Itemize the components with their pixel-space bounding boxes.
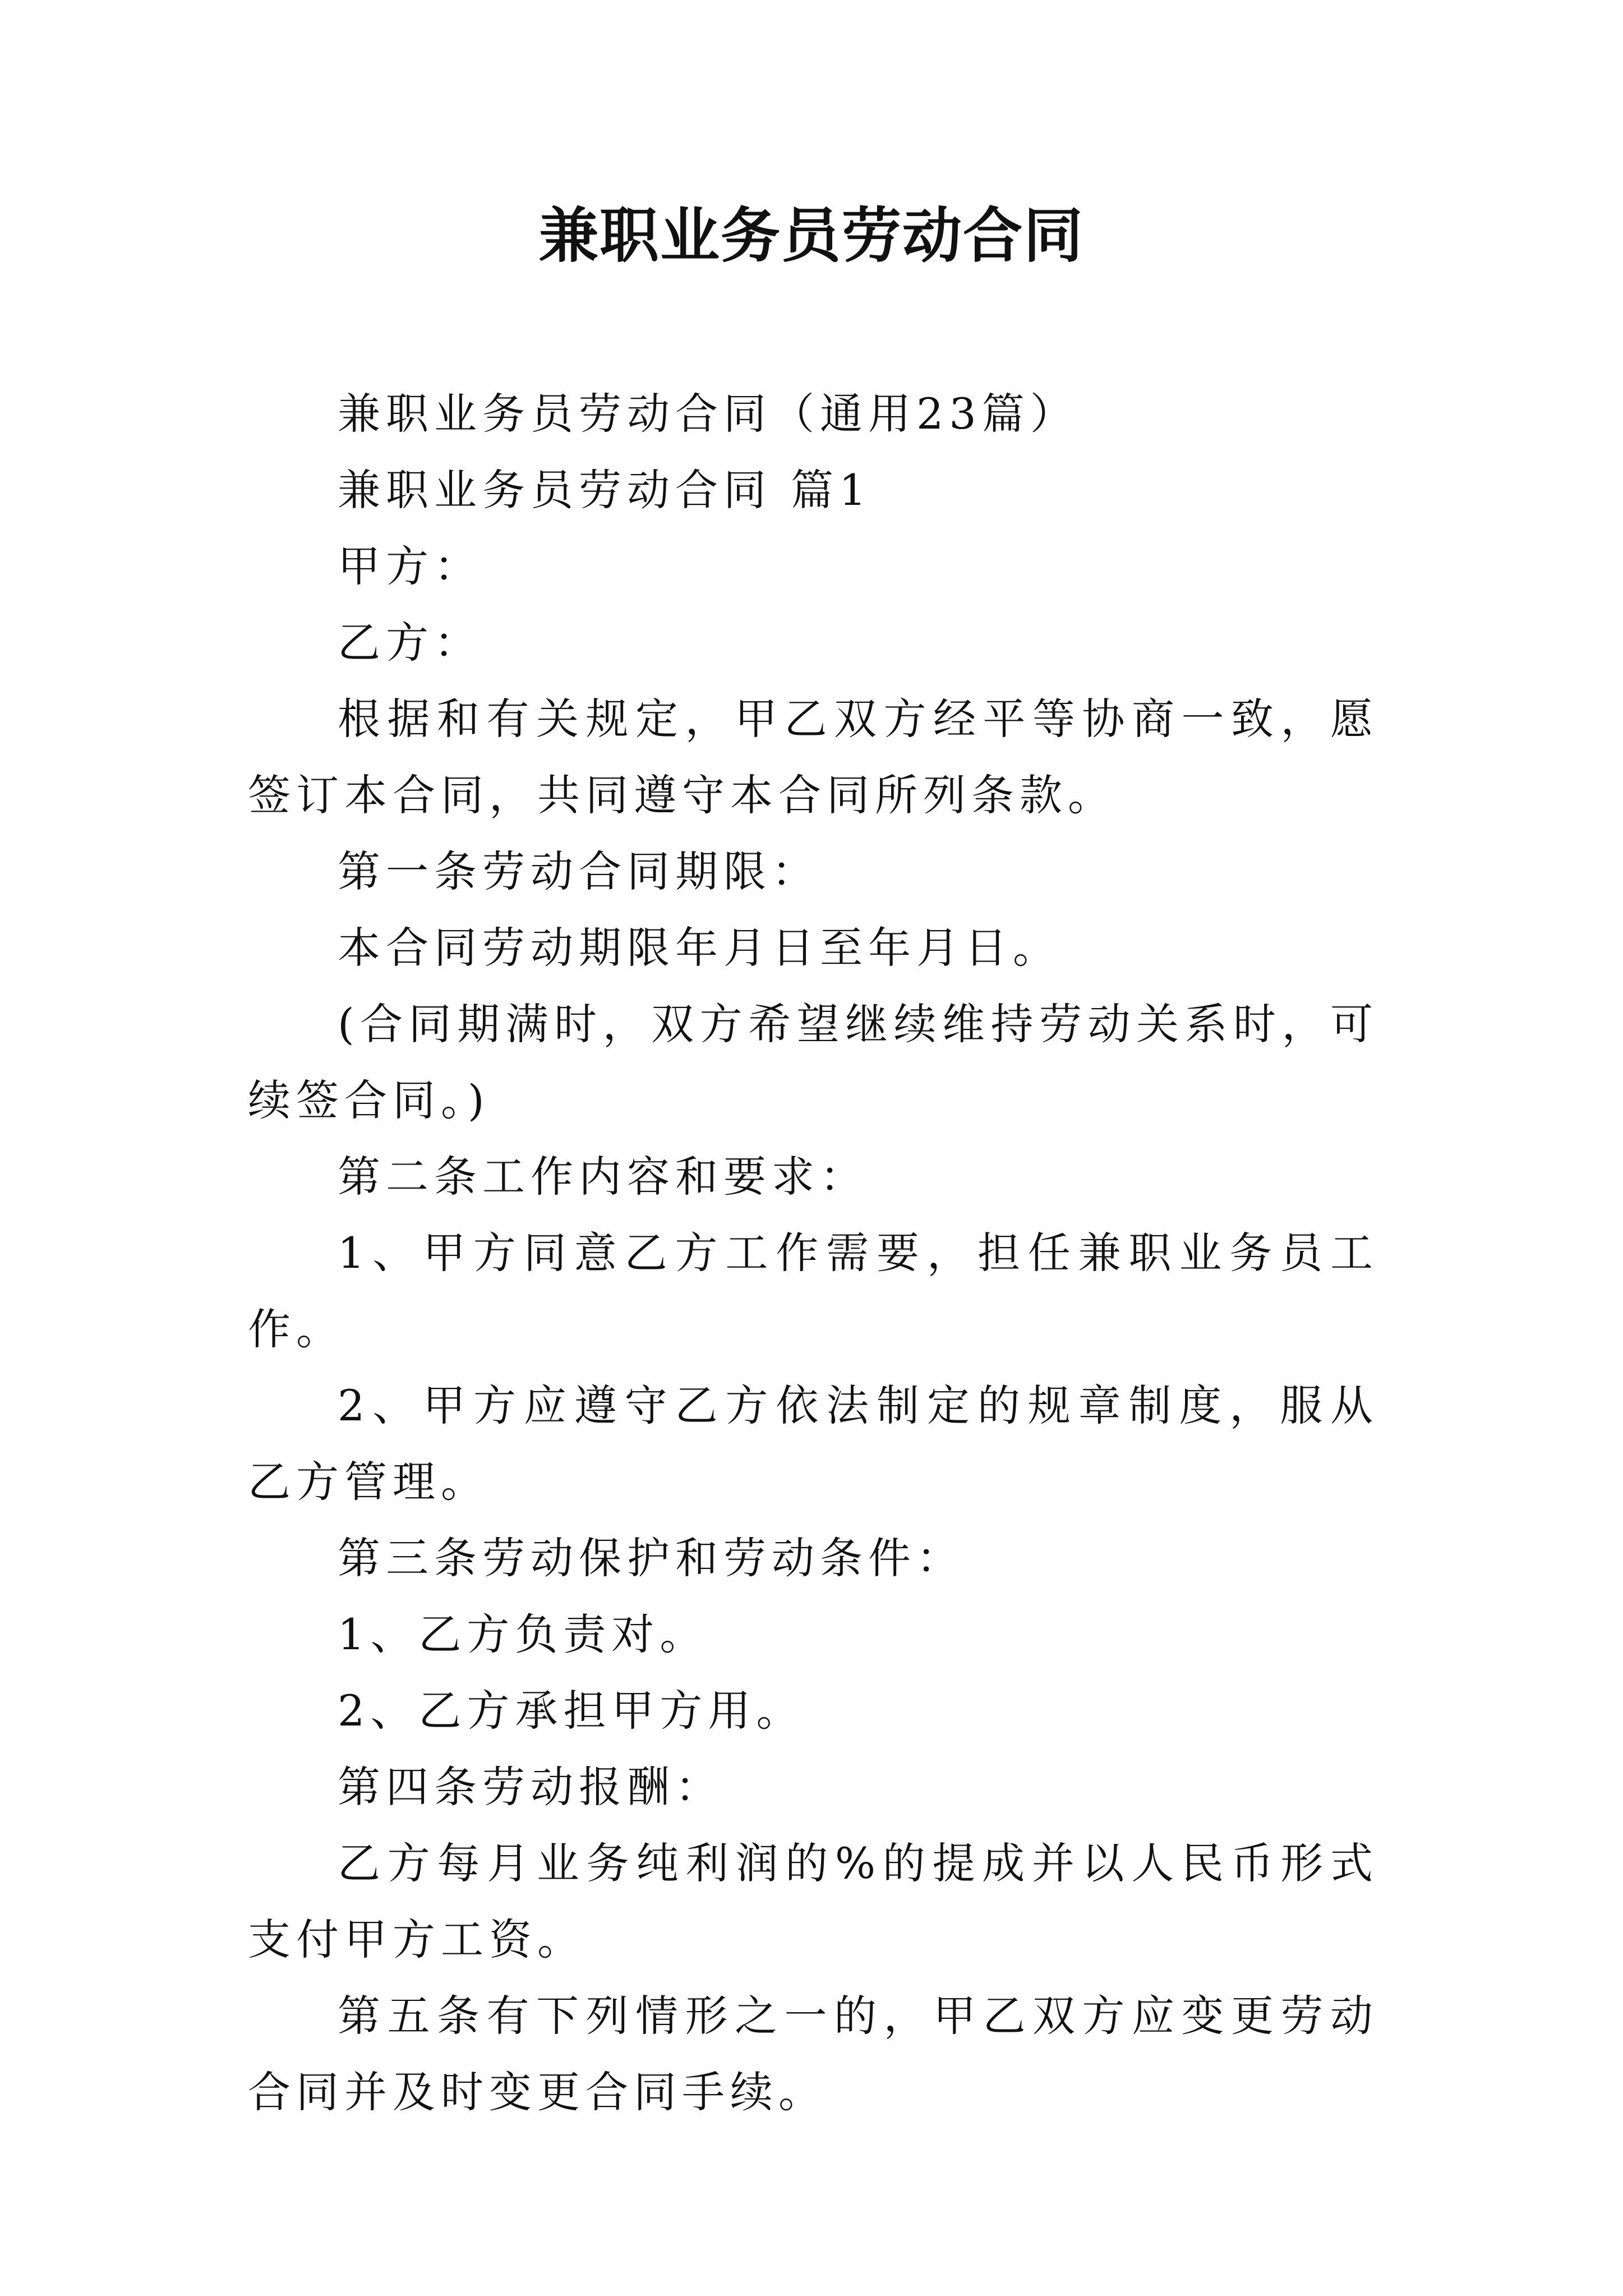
paragraph-party-a: 甲方： (338, 541, 482, 591)
paragraph-article-2-heading: 第二条工作内容和要求： (338, 1152, 868, 1202)
paragraph-article-3-heading: 第三条劳动保护和劳动条件： (338, 1533, 965, 1583)
paragraph-article-4-salary: 乙方每月业务纯利润的%的提成并以人民币形式支付甲方工资。 (248, 1838, 1378, 1964)
document-title: 兼职业务员劳动合同 (539, 200, 1084, 270)
paragraph-article-1-renewal: (合同期满时，双方希望继续维持劳动关系时，可续签合同。) (248, 999, 1378, 1125)
paragraph-article-3-item-2: 2、乙方承担甲方用。 (338, 1686, 805, 1736)
paragraph-section-heading: 兼职业务员劳动合同 篇1 (338, 465, 872, 515)
paragraph-party-b: 乙方： (338, 618, 482, 668)
paragraph-article-2-item-2: 2、甲方应遵守乙方依法制定的规章制度，服从乙方管理。 (248, 1381, 1378, 1507)
paragraph-article-2-item-1: 1、甲方同意乙方工作需要，担任兼职业务员工作。 (248, 1228, 1378, 1354)
paragraph-preamble: 根据和有关规定，甲乙双方经平等协商一致，愿签订本合同，共同遵守本合同所列条款。 (248, 694, 1378, 820)
paragraph-subtitle: 兼职业务员劳动合同（通用23篇） (338, 389, 1078, 439)
paragraph-article-4-heading: 第四条劳动报酬： (338, 1762, 723, 1812)
paragraph-article-3-item-1: 1、乙方负责对。 (338, 1609, 708, 1659)
paragraph-article-1-term: 本合同劳动期限年月日至年月日。 (338, 923, 1061, 973)
document-body (248, 376, 1378, 2131)
paragraph-article-5: 第五条有下列情形之一的，甲乙双方应变更劳动合同并及时变更合同手续。 (248, 1991, 1378, 2117)
paragraph-article-1-heading: 第一条劳动合同期限： (338, 846, 820, 896)
